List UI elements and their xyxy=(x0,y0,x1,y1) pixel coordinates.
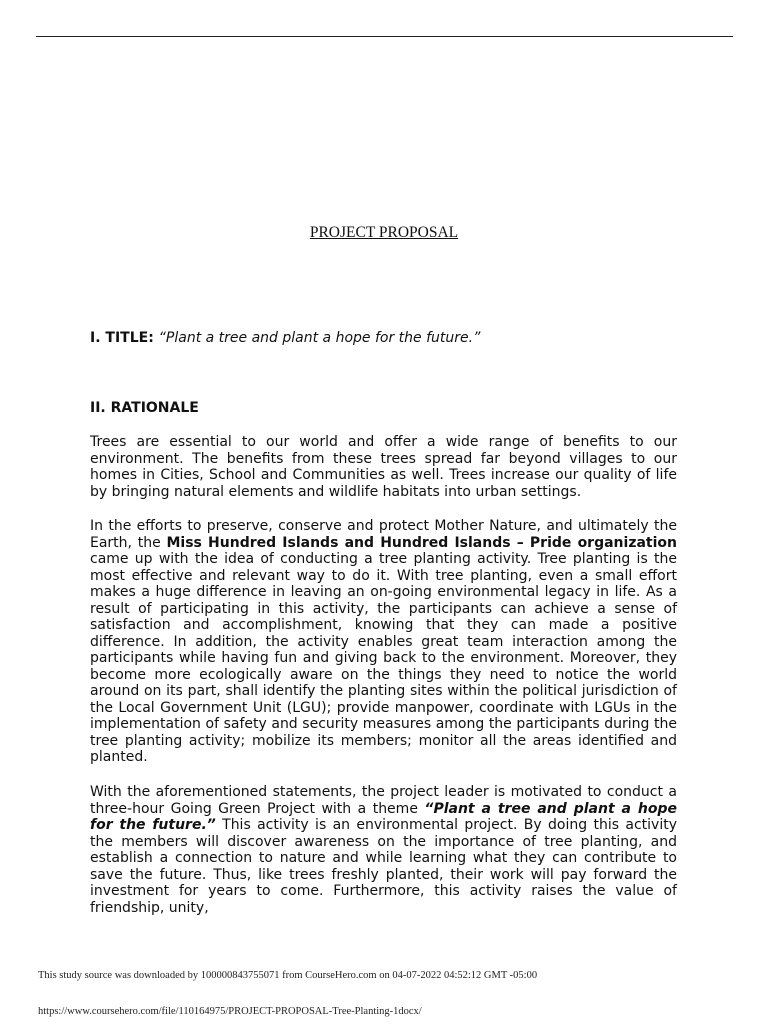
organization-name: Miss Hundred Islands and Hundred Islands – Pride organization xyxy=(166,534,677,551)
document-title: PROJECT PROPOSAL xyxy=(309,224,459,241)
paragraph-2-text-end: came up with the idea of conducting a tree planting activity. Tree planting is the most effective and relevant way to do it. With tree planting, even a small effort makes a huge difference in leaving an on-going environmental legacy in life. As a result of participating in this activity, the participants can achieve a sense of satisfaction and accomplishment, knowing that they can made a positive difference. In addition, the activity enables great team interaction among the participants while having fun and giving back to the environment. Moreover, they become more ecologically aware on the things they need to notice the world around on its part, shall identify the planting sites within the political jurisdiction of the Local Government Unit (LGU); provide manpower, coordinate with LGUs in the implementation of safety and security measures among the participants during the tree planting activity; mobilize its members; monitor all the areas identified and planted. xyxy=(90,551,677,765)
project-theme-title: “Plant a tree and plant a hope for the future.” xyxy=(158,330,481,346)
paragraph-2-text-start: In the efforts to preserve, conserve and protect Mother Nature, and ultimately the Earth, the xyxy=(90,518,677,551)
rationale-paragraph-1: Trees are essential to our world and offer a wide range of benefits to our environment. The benefits from these trees spread far beyond villages to our homes in Cities, School and Communities as well. Trees increase our quality of life by bringing natural elements and wildlife habitats into urban settings. xyxy=(90,434,677,500)
rationale-paragraph-2 xyxy=(90,518,677,766)
top-divider xyxy=(36,36,733,37)
source-url[interactable]: https://www.coursehero.com/file/110164975/PROJECT-PROPOSAL-Tree-Planting-1docx/ xyxy=(38,1006,422,1017)
rationale-paragraph-3 xyxy=(90,784,677,916)
section-title-label: I. TITLE: xyxy=(90,330,154,346)
rationale-heading: II. RATIONALE xyxy=(90,400,199,416)
download-source-note: This study source was downloaded by 100000843755071 from CourseHero.com on 04-07-2022 04:52:12 GMT -05:00 xyxy=(38,970,538,981)
paragraph-3-text-start: With the aforementioned statements, the project leader is motivated to conduct a three-hour Going Green Project with a theme xyxy=(90,784,677,817)
paragraph-3-text-end: This activity is an environmental project. By doing this activity the members will discover awareness on the importance of tree planting, and establish a connection to nature and while learning what they can contribute to save the future. Thus, like trees freshly planted, their work will pay forward the investment for years to come. Furthermore, this activity raises the value of friendship, unity, xyxy=(90,817,677,916)
section-title-line xyxy=(90,330,677,347)
paragraph-3-theme: “Plant a tree and plant a hope for the future.” xyxy=(90,800,677,833)
